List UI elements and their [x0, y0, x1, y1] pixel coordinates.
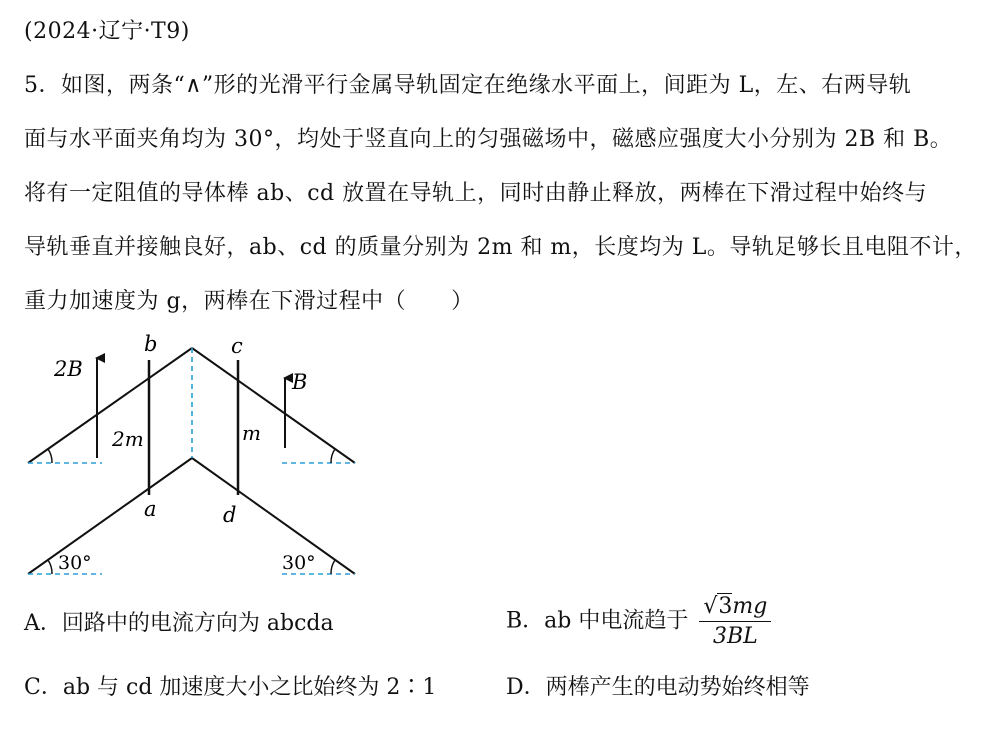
angle-arc-back-left [48, 449, 52, 463]
option-a: A．回路中的电流方向为 abcda [24, 611, 334, 636]
option-b-fraction: $\frac{√3mg}{3BL}$ [699, 594, 771, 649]
rail-diagram [20, 332, 365, 582]
option-b-prefix: B．ab 中电流趋于 [506, 608, 689, 634]
option-c: C．ab 与 cd 加速度大小之比始终为 2∶1 [24, 675, 437, 700]
label-d: d [223, 503, 237, 527]
option-d: D．两棒产生的电动势始终相等 [506, 675, 810, 700]
question-source: (2024·辽宁·T9) [24, 19, 190, 44]
label-c: c [231, 334, 243, 358]
rail-back-right [192, 348, 355, 463]
angle-arc-front-left [48, 560, 52, 574]
label-2B: 2B [54, 357, 83, 381]
question-line-5: 重力加速度为 g，两棒在下滑过程中（ ） [24, 289, 474, 314]
label-B: B [292, 370, 308, 394]
label-angle-right: 30° [282, 552, 316, 574]
option-b [506, 594, 771, 649]
option-b-numerator-rest: mg [732, 594, 768, 619]
angle-arc-front-right [331, 560, 335, 574]
rail-front-left [28, 458, 192, 574]
label-b: b [144, 332, 158, 356]
label-m: m [242, 421, 261, 445]
label-angle-left: 30° [58, 552, 92, 574]
label-a: a [144, 497, 157, 521]
question-line-1: 5．如图，两条“∧”形的光滑平行金属导轨固定在绝缘水平面上，间距为 L，左、右两导轨 [24, 73, 912, 98]
question-line-2: 面与水平面夹角均为 30°，均处于竖直向上的匀强磁场中，磁感应强度大小分别为 2B 和 B。 [24, 127, 953, 152]
rail-back-left [28, 348, 192, 463]
question-line-4: 导轨垂直并接触良好，ab、cd 的质量分别为 2m 和 m，长度均为 L。导轨足够长且电阻不计， [24, 235, 977, 260]
option-b-radicand: 3 [718, 594, 733, 619]
angle-arc-back-right [331, 449, 335, 463]
rail-front-right [192, 458, 355, 574]
label-2m: 2m [112, 427, 144, 451]
option-b-denominator: 3BL [712, 624, 758, 649]
question-line-3: 将有一定阻值的导体棒 ab、cd 放置在导轨上，同时由静止释放，两棒在下滑过程中始终与 [24, 181, 928, 206]
